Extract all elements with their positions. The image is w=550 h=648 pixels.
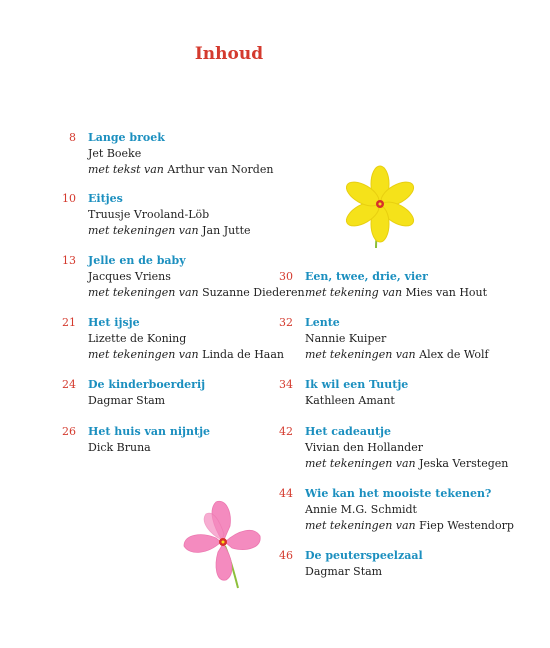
- entry-title: De kinderboerderij: [88, 378, 206, 391]
- entry-credit: met tekeningen van Jeska Verstegen: [305, 457, 509, 470]
- entry-author: Nannie Kuiper: [305, 332, 387, 345]
- entry-title: Eitjes: [88, 192, 123, 205]
- entry-credit: met tekeningen van Linda de Haan: [88, 348, 284, 361]
- page-number: 21: [62, 316, 76, 329]
- entry-title: De peuterspeelzaal: [305, 549, 423, 562]
- page-number: 34: [279, 378, 293, 391]
- toc-entry[interactable]: [69, 130, 274, 178]
- toc-entry[interactable]: [62, 377, 206, 409]
- entry-author: Lizette de Koning: [88, 332, 187, 345]
- toc-entry[interactable]: [62, 253, 305, 301]
- toc-entry[interactable]: [279, 377, 409, 409]
- entry-credit: met tekeningen van Alex de Wolf: [305, 348, 489, 361]
- entry-credit: met tekeningen van Fiep Westendorp: [305, 519, 514, 532]
- entry-author: Annie M.G. Schmidt: [305, 503, 417, 516]
- entry-credit: met tekeningen van Suzanne Diederen: [88, 286, 305, 299]
- pink-flower-icon: [178, 496, 268, 596]
- page-number: 46: [279, 549, 293, 562]
- page-number: 44: [279, 487, 293, 500]
- entry-author: Dagmar Stam: [88, 394, 166, 407]
- entry-title: Lente: [305, 316, 340, 329]
- page-number: 42: [279, 425, 293, 438]
- page-number: 24: [62, 378, 76, 391]
- entry-title: Ik wil een Tuutje: [305, 378, 409, 391]
- entry-title: Het cadeautje: [305, 425, 392, 438]
- page-number: 8: [69, 131, 76, 144]
- page-number: 32: [279, 316, 293, 329]
- entry-credit: met tekening van Mies van Hout: [305, 286, 488, 299]
- entry-author: Truusje Vrooland-Löb: [88, 208, 210, 221]
- page-number: 30: [279, 270, 293, 283]
- page-number: 26: [62, 425, 76, 438]
- entry-author: Kathleen Amant: [305, 394, 395, 407]
- entry-title: Jelle en de baby: [88, 254, 186, 267]
- toc-entry[interactable]: [279, 486, 514, 534]
- entry-title: Het ijsje: [88, 316, 140, 329]
- yellow-flower-icon: [340, 162, 420, 252]
- entry-credit: met tekeningen van Jan Jutte: [88, 224, 251, 237]
- toc-entry[interactable]: [279, 548, 423, 580]
- toc-entry[interactable]: [279, 315, 489, 363]
- entry-author: Dagmar Stam: [305, 565, 383, 578]
- page-title: Inhoud: [194, 44, 264, 64]
- toc-entry[interactable]: [62, 424, 211, 456]
- entry-author: Dick Bruna: [88, 441, 151, 454]
- entry-title: Lange broek: [88, 131, 165, 144]
- page-number: 10: [62, 192, 76, 205]
- toc-entry[interactable]: [279, 424, 509, 472]
- entry-title: Wie kan het mooiste tekenen?: [305, 487, 492, 500]
- toc-entry[interactable]: [62, 315, 284, 363]
- entry-author: Jet Boeke: [88, 147, 142, 160]
- toc-entry[interactable]: [62, 191, 251, 239]
- page-number: 13: [62, 254, 76, 267]
- toc-entry[interactable]: [279, 269, 488, 301]
- entry-title: Het huis van nijntje: [88, 425, 211, 438]
- entry-title: Een, twee, drie, vier: [305, 270, 428, 283]
- entry-author: Vivian den Hollander: [305, 441, 423, 454]
- entry-author: Jacques Vriens: [88, 270, 171, 283]
- entry-credit: met tekst van Arthur van Norden: [88, 163, 274, 176]
